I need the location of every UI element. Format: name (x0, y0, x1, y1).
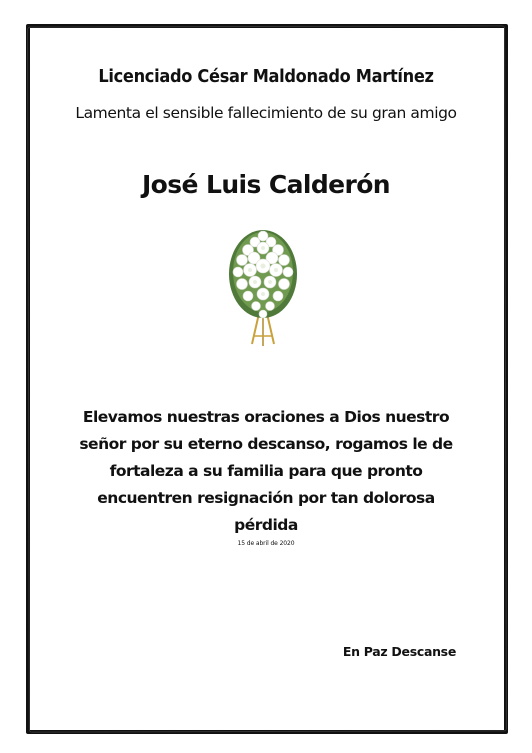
deceased-name: José Luis Calderón (141, 170, 391, 199)
closing-line: En Paz Descanse (342, 644, 456, 659)
prayer-text: Elevamos nuestras oraciones a Dios nuestro señor por su eterno descanso, rogamos le de fortaleza a su familia para que pronto encuentren resignación por tan dolorosa pérdida (79, 408, 453, 534)
sender-name: Licenciado César Maldonado Martínez (98, 66, 434, 87)
page-border (26, 24, 508, 734)
notice-date: 15 de abril de 2020 (237, 540, 295, 547)
lament-line: Lamenta el sensible fallecimiento de su gran amigo (75, 104, 457, 122)
funeral-flower-wreath-icon (222, 226, 304, 348)
